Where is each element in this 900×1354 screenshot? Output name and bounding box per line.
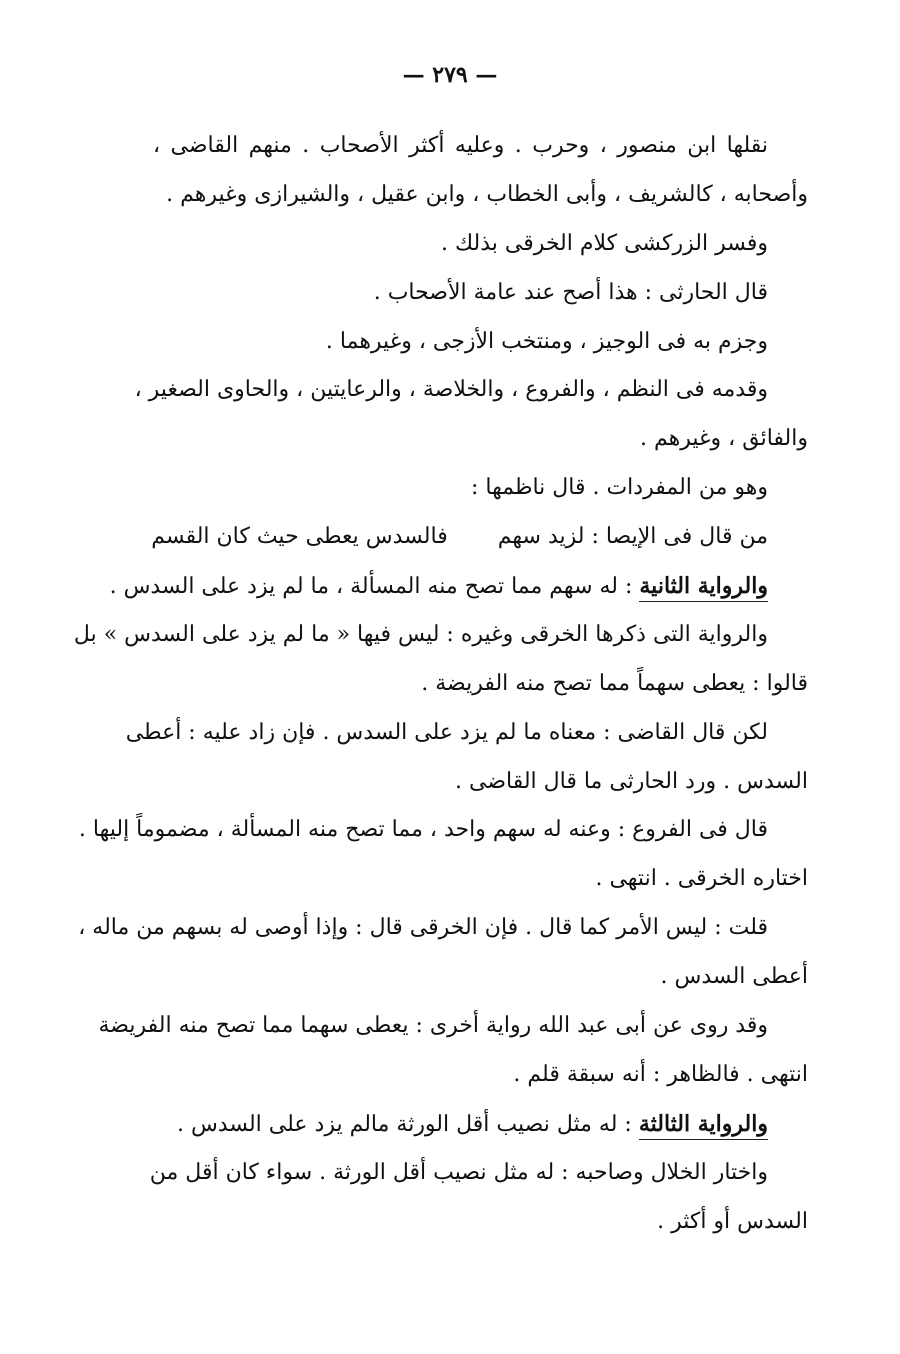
text-line: [153, 318, 808, 367]
text-line: [134, 366, 808, 415]
page-number: — ٢٧٩ —: [402, 62, 498, 88]
text-line: [153, 758, 808, 807]
text-line: [153, 953, 808, 1002]
text-line: [153, 1198, 808, 1247]
line-text: وجزم به فى الوجيز ، ومنتخب الأزجى ، وغيرهما .: [325, 328, 768, 354]
text-line: [153, 513, 808, 562]
text-line: [153, 1100, 808, 1149]
line-text: قلت : ليس الأمر كما قال . فإن الخرقى قال : وإذا أوصى له بسهم من ماله ،: [78, 915, 768, 941]
line-text: وقد روى عن أبى عبد الله رواية أخرى : يعطى سهما مما تصح منه الفريضة: [98, 1013, 768, 1039]
line-text: والفائق ، وغيرهم .: [640, 426, 808, 452]
text-line: [98, 1002, 808, 1051]
text-line: [153, 171, 808, 220]
text-line: [109, 562, 808, 611]
text-line: [73, 611, 808, 660]
line-text: السدس . ورد الحارثى ما قال القاضى .: [455, 768, 808, 794]
text-line: [153, 1051, 808, 1100]
body-text: [73, 122, 808, 1246]
line-text: : له سهم مما تصح منه المسألة ، ما لم يزد على السدس .: [109, 574, 640, 600]
text-line: [153, 415, 808, 464]
line-text: وفسر الزركشى كلام الخرقى بذلك .: [440, 230, 768, 256]
verse-first-hemistich: من قال فى الإيصا : لزيد سهم: [497, 524, 768, 550]
text-line: [153, 660, 808, 709]
line-text: واختار الخلال وصاحبه : له مثل نصيب أقل الورثة . سواء كان أقل من: [149, 1159, 768, 1185]
riwaya-heading: والرواية الثالثة: [639, 1111, 768, 1140]
line-text: : له مثل نصيب أقل الورثة مالم يزد على السدس .: [176, 1111, 639, 1137]
text-line: [153, 122, 808, 171]
line-text: قال فى الفروع : وعنه له سهم واحد ، مما تصح منه المسألة ، مضموماً إليها .: [78, 817, 768, 843]
text-line: [78, 806, 808, 855]
text-line: [153, 269, 808, 318]
text-line: [153, 855, 808, 904]
text-line: [153, 220, 808, 269]
line-text: انتهى . فالظاهر : أنه سبقة قلم .: [513, 1061, 808, 1087]
line-text: قال الحارثى : هذا أصح عند عامة الأصحاب .: [373, 279, 768, 305]
line-text: أعطى السدس .: [660, 964, 808, 990]
verse-second-hemistich: فالسدس يعطى حيث كان القسم: [151, 524, 448, 550]
riwaya-heading: والرواية الثانية: [639, 573, 768, 602]
text-line: [78, 904, 808, 953]
text-line: [153, 464, 808, 513]
line-text: السدس أو أكثر .: [657, 1208, 808, 1234]
line-text: والرواية التى ذكرها الخرقى وغيره : ليس فيها « ما لم يزد على السدس » بل: [73, 621, 768, 647]
line-text: نقلها ابن منصور ، وحرب . وعليه أكثر الأصحاب . منهم القاضى ،: [153, 133, 768, 158]
line-text: وهو من المفردات . قال ناظمها :: [470, 475, 768, 501]
line-text: اختاره الخرقى . انتهى .: [595, 866, 808, 892]
line-text: قالوا : يعطى سهماً مما تصح منه الفريضة .: [421, 670, 808, 696]
line-text: وأصحابه ، كالشريف ، وأبى الخطاب ، وابن عقيل ، والشيرازى وغيرهم .: [166, 181, 808, 207]
line-text: لكن قال القاضى : معناه ما لم يزد على السدس . فإن زاد عليه : أعطى: [125, 719, 768, 745]
line-text: وقدمه فى النظم ، والفروع ، والخلاصة ، والرعايتين ، والحاوى الصغير ،: [134, 377, 768, 403]
text-line: [149, 1149, 808, 1198]
text-line: [125, 709, 808, 758]
